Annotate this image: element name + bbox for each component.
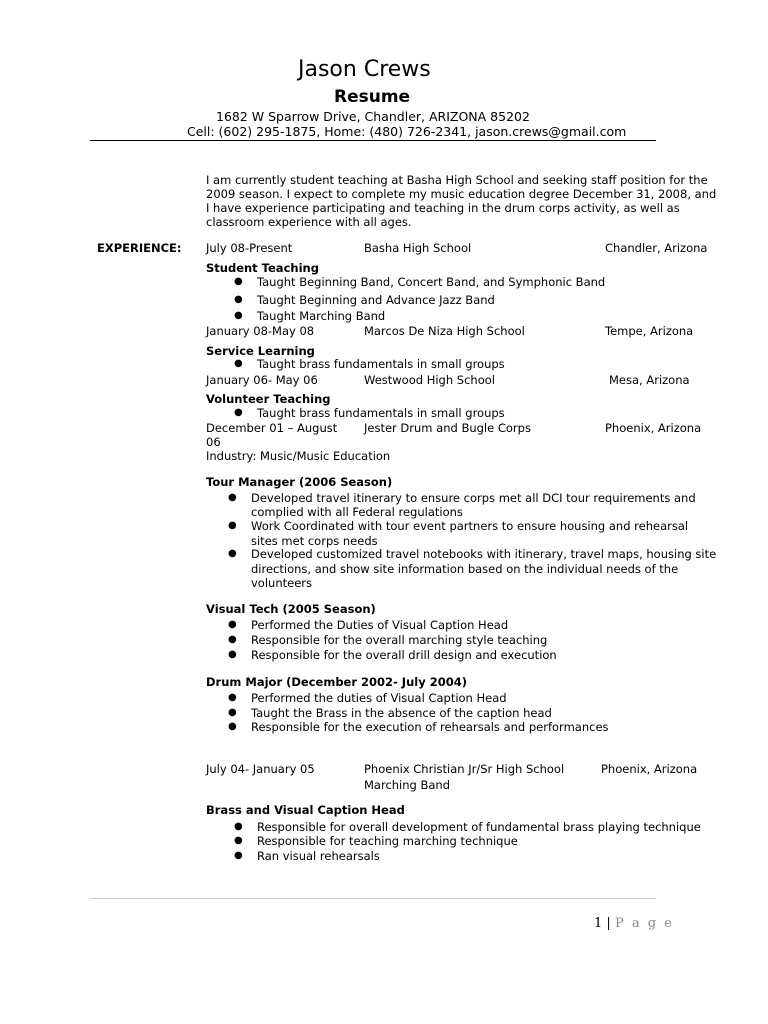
address: 1682 W Sparrow Drive, Chandler, ARIZONA 85202 [216, 109, 530, 124]
header-rule [90, 140, 656, 141]
subrole-title: Drum Major (December 2002- July 2004) [206, 675, 467, 689]
bullet-icon: ● [228, 520, 237, 531]
job-dates: January 08-May 08 [206, 324, 315, 338]
bullet-text: Responsible for the execution of rehearsals and performances [251, 720, 609, 734]
bullet-icon: ● [228, 649, 237, 660]
bullet-text: Work Coordinated with tour event partners to ensure housing and rehearsal [251, 519, 689, 533]
bullet-text: Taught brass fundamentals in small groups [257, 357, 505, 371]
bullet-icon: ● [228, 634, 237, 645]
bullet-icon: ● [234, 850, 243, 861]
footer-rule [90, 898, 656, 899]
subrole-title: Visual Tech (2005 Season) [206, 602, 376, 616]
bullet-text: sites met corps needs [251, 534, 378, 548]
bullet-icon: ● [228, 492, 237, 503]
bullet-icon: ● [234, 358, 243, 369]
job-location: Phoenix, Arizona [601, 762, 698, 776]
bullet-text: Responsible for the overall marching style teaching [251, 633, 548, 647]
subrole-title: Tour Manager (2006 Season) [206, 475, 393, 489]
document-title: Resume [334, 87, 411, 107]
contact-info: Cell: (602) 295-1875, Home: (480) 726-2341, jason.crews@gmail.com [187, 124, 627, 139]
bullet-text: Responsible for the overall drill design and execution [251, 648, 557, 662]
bullet-text: Responsible for teaching marching technique [257, 834, 518, 848]
page-number: 1 [594, 916, 603, 931]
bullet-text: Taught the Brass in the absence of the caption head [251, 706, 552, 720]
job-organization: Westwood High School [364, 373, 495, 387]
page-label: P a g e [614, 916, 674, 931]
bullet-text: Developed customized travel notebooks with itinerary, travel maps, housing site [251, 547, 717, 561]
job-dates: December 01 – August [206, 421, 338, 435]
bullet-text: Responsible for overall development of fundamental brass playing technique [257, 820, 701, 834]
job-role: Student Teaching [206, 261, 319, 275]
job-organization: Marcos De Niza High School [364, 324, 525, 338]
job-role: Brass and Visual Caption Head [206, 803, 405, 817]
objective-line: classroom experience with all ages. [206, 215, 412, 229]
job-dates: January 06- May 06 [206, 373, 318, 387]
job-location: Mesa, Arizona [609, 373, 690, 387]
bullet-icon: ● [228, 721, 237, 732]
job-dates: July 04- January 05 [206, 762, 315, 776]
bullet-text: Ran visual rehearsals [257, 849, 380, 863]
bullet-icon: ● [234, 407, 243, 418]
bullet-icon: ● [228, 707, 237, 718]
bullet-icon: ● [228, 692, 237, 703]
job-location: Chandler, Arizona [605, 241, 708, 255]
page-separator: | [606, 916, 611, 931]
job-organization: Jester Drum and Bugle Corps [364, 421, 531, 435]
bullet-text: directions, and show site information based on the individual needs of the [251, 562, 679, 576]
job-location: Phoenix, Arizona [605, 421, 702, 435]
bullet-text: Performed the duties of Visual Caption Head [251, 691, 507, 705]
bullet-text: Taught Beginning Band, Concert Band, and Symphonic Band [257, 275, 606, 289]
bullet-text: Taught brass fundamentals in small groups [257, 406, 505, 420]
bullet-icon: ● [228, 548, 237, 559]
objective-line: I am currently student teaching at Basha High School and seeking staff position for the [206, 173, 708, 187]
bullet-text: volunteers [251, 576, 312, 590]
bullet-icon: ● [228, 619, 237, 630]
job-industry: Industry: Music/Music Education [206, 449, 391, 463]
bullet-icon: ● [234, 821, 243, 832]
job-location: Tempe, Arizona [605, 324, 694, 338]
job-dates: 06 [206, 435, 221, 449]
bullet-text: Developed travel itinerary to ensure corps met all DCI tour requirements and [251, 491, 696, 505]
bullet-icon: ● [234, 276, 243, 287]
bullet-icon: ● [234, 310, 243, 321]
page-footer [594, 916, 674, 932]
job-role: Volunteer Teaching [206, 392, 331, 406]
bullet-icon: ● [234, 294, 243, 305]
bullet-icon: ● [234, 835, 243, 846]
bullet-text: Performed the Duties of Visual Caption Head [251, 618, 509, 632]
job-organization: Basha High School [364, 241, 472, 255]
experience-heading: EXPERIENCE: [97, 241, 182, 255]
objective-line: 2009 season. I expect to complete my music education degree December 31, 2008, and [206, 187, 717, 201]
candidate-name: Jason Crews [298, 57, 431, 82]
job-role: Service Learning [206, 344, 315, 358]
job-organization: Phoenix Christian Jr/Sr High School [364, 762, 565, 776]
job-organization: Marching Band [364, 778, 451, 792]
bullet-text: complied with all Federal regulations [251, 505, 463, 519]
objective-line: I have experience participating and teaching in the drum corps activity, as well as [206, 201, 680, 215]
bullet-text: Taught Marching Band [257, 309, 386, 323]
job-dates: July 08-Present [206, 241, 293, 255]
bullet-text: Taught Beginning and Advance Jazz Band [257, 293, 495, 307]
